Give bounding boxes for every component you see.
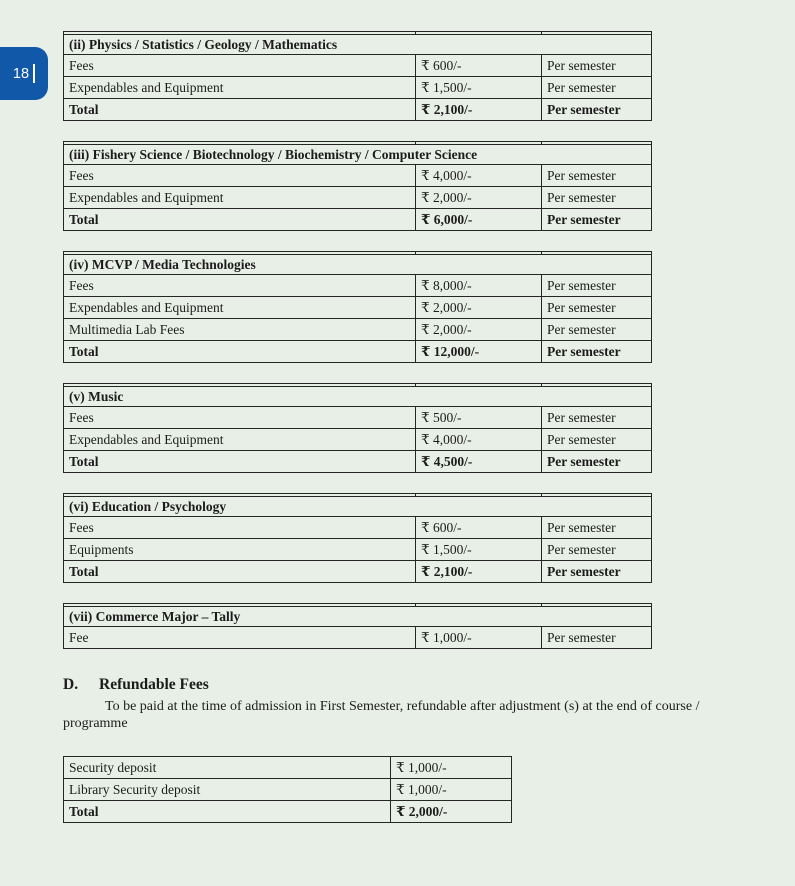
fee-period: Per semester	[542, 187, 652, 209]
fee-table-title: (iv) MCVP / Media Technologies	[64, 255, 652, 275]
fee-table-title: (vii) Commerce Major – Tally	[64, 607, 652, 627]
fee-period: Per semester	[542, 627, 652, 649]
fee-table-title-row	[64, 497, 652, 517]
fee-table-row	[64, 297, 652, 319]
fee-label: Total	[64, 341, 416, 363]
fee-period: Per semester	[542, 341, 652, 363]
fee-period: Per semester	[542, 209, 652, 231]
fee-table-body	[64, 604, 652, 649]
fee-amount: ₹ 1,500/-	[416, 539, 542, 561]
section-title: Refundable Fees	[99, 676, 209, 693]
deposit-amount: ₹ 1,000/-	[391, 757, 512, 779]
fee-amount: ₹ 1,000/-	[416, 627, 542, 649]
fee-amount: ₹ 2,100/-	[416, 561, 542, 583]
fee-label: Multimedia Lab Fees	[64, 319, 416, 341]
fee-table-title-row	[64, 145, 652, 165]
fee-amount: ₹ 12,000/-	[416, 341, 542, 363]
fee-period: Per semester	[542, 517, 652, 539]
fee-amount: ₹ 500/-	[416, 407, 542, 429]
fee-label: Fees	[64, 165, 416, 187]
fee-period: Per semester	[542, 55, 652, 77]
fee-table	[63, 251, 652, 363]
fee-label: Fees	[64, 55, 416, 77]
refundable-fees-table	[63, 756, 512, 823]
fee-label: Total	[64, 561, 416, 583]
fee-label: Total	[64, 209, 416, 231]
fee-table-row	[64, 429, 652, 451]
fee-label: Expendables and Equipment	[64, 429, 416, 451]
fee-label: Equipments	[64, 539, 416, 561]
fee-table	[63, 31, 652, 121]
deposit-amount: ₹ 1,000/-	[391, 779, 512, 801]
fee-table-row	[64, 451, 652, 473]
fee-amount: ₹ 1,500/-	[416, 77, 542, 99]
fee-table-title-row	[64, 607, 652, 627]
fee-label: Fees	[64, 275, 416, 297]
refundable-table-row	[64, 801, 512, 823]
fee-table	[63, 493, 652, 583]
fee-table-row	[64, 561, 652, 583]
fee-label: Fee	[64, 627, 416, 649]
fee-amount: ₹ 600/-	[416, 55, 542, 77]
page-number: 18	[12, 65, 30, 82]
refundable-table-body	[64, 757, 512, 823]
fee-tables-container	[63, 31, 651, 669]
fee-table-row	[64, 187, 652, 209]
fee-amount: ₹ 8,000/-	[416, 275, 542, 297]
fee-amount: ₹ 4,500/-	[416, 451, 542, 473]
fee-label: Fees	[64, 517, 416, 539]
section-heading	[63, 676, 715, 694]
fee-table	[63, 603, 652, 649]
fee-label: Fees	[64, 407, 416, 429]
section-letter: D.	[63, 676, 79, 693]
deposit-label: Library Security deposit	[64, 779, 391, 801]
fee-table-body	[64, 142, 652, 231]
fee-label: Expendables and Equipment	[64, 77, 416, 99]
fee-table	[63, 141, 652, 231]
fee-label: Total	[64, 99, 416, 121]
fee-table-title: (v) Music	[64, 387, 652, 407]
deposit-label: Total	[64, 801, 391, 823]
fee-label: Expendables and Equipment	[64, 187, 416, 209]
fee-label: Expendables and Equipment	[64, 297, 416, 319]
fee-table-title-row	[64, 387, 652, 407]
fee-label: Total	[64, 451, 416, 473]
fee-period: Per semester	[542, 407, 652, 429]
fee-table-body	[64, 494, 652, 583]
fee-period: Per semester	[542, 99, 652, 121]
fee-period: Per semester	[542, 165, 652, 187]
fee-amount: ₹ 2,000/-	[416, 187, 542, 209]
deposit-label: Security deposit	[64, 757, 391, 779]
fee-table-row	[64, 407, 652, 429]
fee-amount: ₹ 4,000/-	[416, 429, 542, 451]
fee-amount: ₹ 2,000/-	[416, 319, 542, 341]
deposit-amount: ₹ 2,000/-	[391, 801, 512, 823]
fee-period: Per semester	[542, 319, 652, 341]
fee-amount: ₹ 4,000/-	[416, 165, 542, 187]
fee-period: Per semester	[542, 297, 652, 319]
fee-table-title-row	[64, 255, 652, 275]
page-number-tab[interactable]	[0, 47, 48, 100]
section-description: To be paid at the time of admission in First Semester, refundable after adjustment (s) at the end of course / programme	[63, 699, 700, 731]
fee-table-body	[64, 252, 652, 363]
fee-table-title: (ii) Physics / Statistics / Geology / Mathematics	[64, 35, 652, 55]
text-cursor	[33, 64, 35, 83]
fee-table-row	[64, 319, 652, 341]
fee-table-row	[64, 539, 652, 561]
refundable-table-row	[64, 757, 512, 779]
fee-amount: ₹ 6,000/-	[416, 209, 542, 231]
fee-amount: ₹ 2,000/-	[416, 297, 542, 319]
fee-table-title: (iii) Fishery Science / Biotechnology / Biochemistry / Computer Science	[64, 145, 652, 165]
fee-table-row	[64, 165, 652, 187]
fee-amount: ₹ 2,100/-	[416, 99, 542, 121]
fee-period: Per semester	[542, 275, 652, 297]
fee-table-body	[64, 32, 652, 121]
fee-table	[63, 383, 652, 473]
fee-period: Per semester	[542, 539, 652, 561]
fee-table-row	[64, 275, 652, 297]
fee-table-body	[64, 384, 652, 473]
fee-period: Per semester	[542, 561, 652, 583]
fee-table-row	[64, 99, 652, 121]
refundable-table-row	[64, 779, 512, 801]
fee-table-row	[64, 77, 652, 99]
fee-table-row	[64, 209, 652, 231]
fee-period: Per semester	[542, 451, 652, 473]
fee-table-row	[64, 627, 652, 649]
fee-table-row	[64, 517, 652, 539]
fee-table-title-row	[64, 35, 652, 55]
fee-amount: ₹ 600/-	[416, 517, 542, 539]
section-refundable-fees	[63, 676, 715, 732]
fee-table-row	[64, 55, 652, 77]
fee-period: Per semester	[542, 77, 652, 99]
fee-table-row	[64, 341, 652, 363]
fee-period: Per semester	[542, 429, 652, 451]
fee-table-title: (vi) Education / Psychology	[64, 497, 652, 517]
